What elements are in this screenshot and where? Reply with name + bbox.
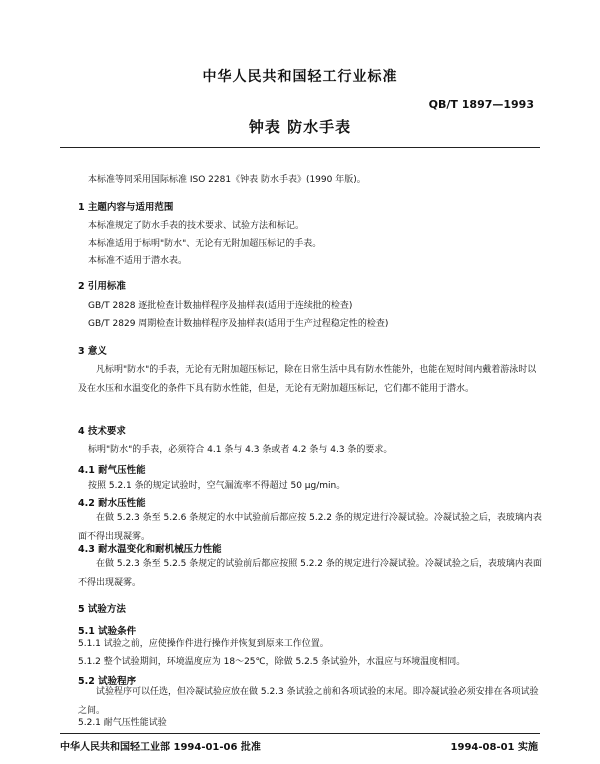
section-5-2-1-text: 5.2.1 耐气压性能试验 (78, 718, 167, 728)
approval-date: 中华人民共和国轻工业部 1994-01-06 批准 (60, 742, 261, 753)
section-5-1-heading: 5.1 试验条件 (78, 626, 137, 637)
section-1-line: 本标准规定了防水手表的技术要求、试验方法和标记。 (88, 221, 305, 231)
section-4-3-heading: 4.3 耐水温变化和耐机械压力性能 (78, 544, 222, 555)
org-title: 中华人民共和国轻工行业标准 (202, 69, 398, 85)
reference-item: GB/T 2828 逐批检查计数抽样程序及抽样表(适用于连续批的检查) (88, 301, 353, 311)
section-5-2-heading: 5.2 试验程序 (78, 676, 137, 687)
section-5-heading: 5 试验方法 (78, 604, 126, 615)
section-4-3-paragraph: 在做 5.2.3 条至 5.2.5 条规定的试验前后都应按照 5.2.2 条的规定进行冷凝试验。冷凝试验之后，表玻璃内表面不得出现凝雾。 (78, 559, 542, 588)
section-3-heading: 3 意义 (78, 346, 107, 357)
section-4-1-text: 按照 5.2.1 条的规定试验时，空气漏流率不得超过 50 μg/min。 (88, 481, 346, 491)
section-5-2-paragraph: 试验程序可以任选，但冷凝试验应放在做 5.2.3 条试验之前和各项试验的末尾。即冷凝试验必须安排在各项试验之间。 (78, 687, 539, 716)
section-2-heading: 2 引用标准 (78, 281, 126, 292)
header-divider (60, 147, 540, 148)
section-4-2-heading: 4.2 耐水压性能 (78, 498, 146, 509)
section-4-intro: 标明"防水"的手表，必须符合 4.1 条与 4.3 条或者 4.2 条与 4.3 条的要求。 (88, 445, 393, 455)
section-1-line: 本标准适用于标明"防水"、无论有无附加超压标记的手表。 (88, 239, 322, 249)
section-4-1-heading: 4.1 耐气压性能 (78, 465, 146, 476)
section-3-paragraph: 凡标明"防水"的手表，无论有无附加超压标记，除在日常生活中具有防水性能外，也能在短时间内戴着游泳时以及在水压和水温变化的条件下具有防水性能，但是，无论有无附加超压标记，它们都不能用于潜水。 (78, 365, 537, 394)
section-4-heading: 4 技术要求 (78, 426, 126, 437)
reference-item: GB/T 2829 周期检查计数抽样程序及抽样表(适用于生产过程稳定性的检查) (88, 319, 389, 329)
section-5-1-2-text: 5.1.2 整个试验期间，环境温度应为 18～25℃，除做 5.2.5 条试验外，水温应与环境温度相同。 (78, 657, 466, 667)
footer-divider (60, 733, 540, 734)
intro-text: 本标准等同采用国际标准 ISO 2281《钟表 防水手表》(1990 年版)。 (88, 175, 366, 185)
standard-code: QB/T 1897—1993 (428, 98, 534, 111)
section-1-line: 本标准不适用于潜水表。 (88, 256, 188, 266)
implementation-date: 1994-08-01 实施 (450, 742, 538, 753)
section-5-1-1-text: 5.1.1 试验之前，应使操作件进行操作并恢复到原来工作位置。 (78, 639, 329, 649)
document-title: 钟表 防水手表 (248, 118, 352, 136)
section-1-heading: 1 主题内容与适用范围 (78, 202, 174, 213)
section-4-2-paragraph: 在做 5.2.3 条至 5.2.6 条规定的水中试验前后都应按 5.2.2 条的规定进行冷凝试验。冷凝试验之后，表玻璃内表面不得出现凝雾。 (78, 513, 542, 542)
